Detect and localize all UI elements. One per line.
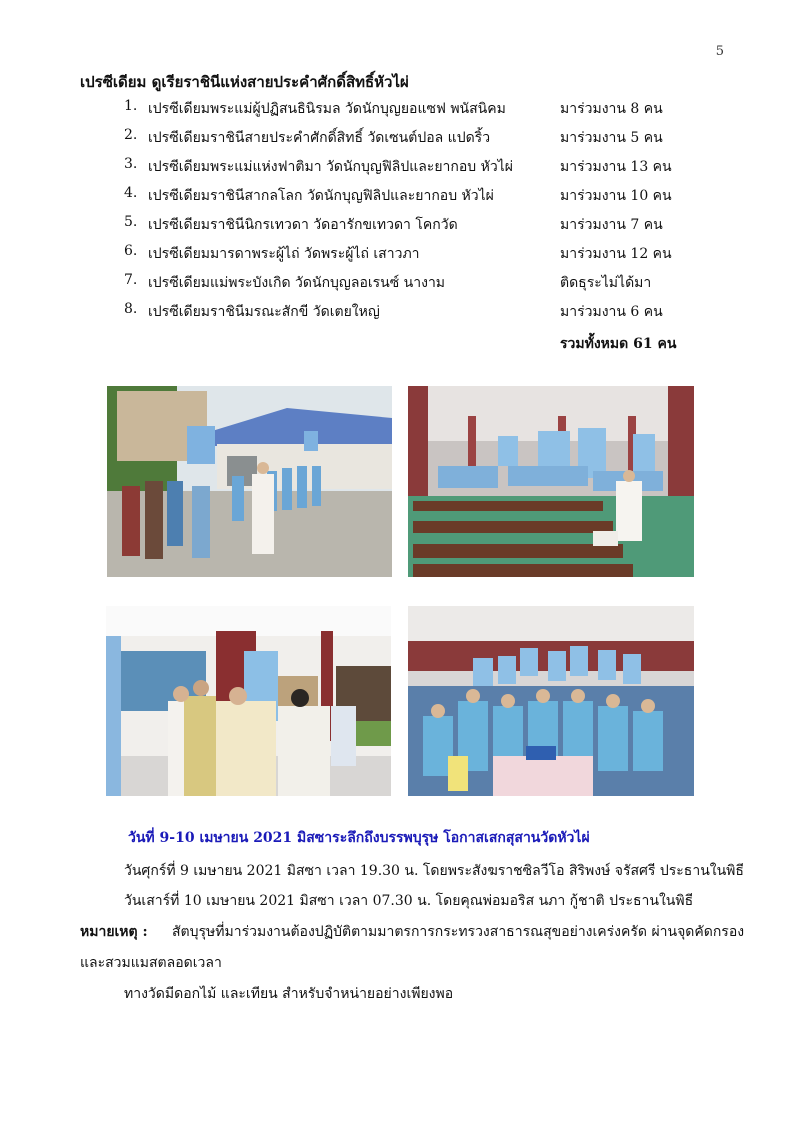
item-name: เปรซีเดียมพระแม่ผู้ปฏิสนธินิรมล วัดนักบุญยอแซฟ พนัสนิคม — [148, 101, 506, 117]
item-number: 2. — [124, 127, 138, 143]
item-number: 7. — [124, 272, 138, 288]
list-item — [80, 243, 720, 272]
presidium-list — [80, 98, 720, 330]
item-number: 1. — [124, 98, 138, 114]
list-item — [80, 214, 720, 243]
list-item — [80, 98, 720, 127]
list-item — [80, 127, 720, 156]
item-count: มาร่วมงาน 8 คน — [560, 101, 663, 117]
item-name: เปรซีเดียมแม่พระบังเกิด วัดนักบุญลอเรนซ์ นางาม — [148, 275, 446, 291]
item-count: มาร่วมงาน 13 คน — [560, 159, 672, 175]
list-item — [80, 301, 720, 330]
list-item — [80, 156, 720, 185]
photo-church-interior — [408, 386, 694, 577]
page-number: 5 — [715, 44, 724, 59]
total-attendance: รวมทั้งหมด 61 คน — [560, 336, 677, 352]
item-name: เปรซีเดียมราชินีนิกรเทวดา วัดอารักขเทวดา โคกวัด — [148, 217, 458, 233]
list-item — [80, 185, 720, 214]
item-name: เปรซีเดียมราชินีมรณะสักขี วัดเตยใหญ่ — [148, 304, 380, 320]
item-count: มาร่วมงาน 7 คน — [560, 217, 663, 233]
saturday-mass-line: วันเสาร์ที่ 10 เมษายน 2021 มิสซา เวลา 07.30 น. โดยคุณพ่อมอริส นภา กู้ชาติ ประธานในพิธี — [124, 893, 694, 909]
list-item — [80, 272, 720, 301]
friday-mass-line: วันศุกร์ที่ 9 เมษายน 2021 มิสซา เวลา 19.30 น. โดยพระสังฆราชซิลวีโอ สิริพงษ์ จรัสศรี ประธานในพิธี — [124, 863, 744, 879]
item-count: มาร่วมงาน 5 คน — [560, 130, 663, 146]
item-number: 8. — [124, 301, 138, 317]
item-number: 4. — [124, 185, 138, 201]
flowers-candles-line: ทางวัดมีดอกไม้ และเทียน สำหรับจำหน่ายอย่างเพียงพอ — [124, 986, 454, 1002]
item-count: มาร่วมงาน 12 คน — [560, 246, 672, 262]
item-number: 6. — [124, 243, 138, 259]
item-count: มาร่วมงาน 6 คน — [560, 304, 663, 320]
photo-blessing — [106, 606, 391, 796]
item-name: เปรซีเดียมราชินีสากลโลก วัดนักบุญฟิลิปและยากอบ หัวไผ่ — [148, 188, 494, 204]
item-name: เปรซีเดียมพระแม่แห่งฟาติมา วัดนักบุญฟิลิปและยากอบ หัวไผ่ — [148, 159, 513, 175]
section-heading: เปรซีเดียม ดูเรียราชินีแห่งสายประคำศักดิ์สิทธิ์หัวไผ่ — [80, 73, 409, 91]
item-count: ติดธุระไม่ได้มา — [560, 275, 652, 291]
note-text: สัตบุรุษที่มาร่วมงานต้องปฏิบัติตามมาตรการกระทรวงสาธารณสุขอย่างเคร่งครัด ผ่านจุดคัดกรอง — [172, 924, 745, 940]
item-number: 3. — [124, 156, 138, 172]
note-text-continued: และสวมแมสตลอดเวลา — [80, 955, 222, 971]
note-label: หมายเหตุ : — [80, 924, 148, 940]
item-name: เปรซีเดียมราชินีสายประคำศักดิ์สิทธิ์ วัดเซนต์ปอล แปดริ้ว — [148, 130, 491, 146]
item-number: 5. — [124, 214, 138, 230]
photo-group — [408, 606, 694, 796]
photo-procession — [107, 386, 392, 577]
event-heading: วันที่ 9-10 เมษายน 2021 มิสซาระลึกถึงบรรพบุรุษ โอกาสเสกสุสานวัดหัวไผ่ — [128, 830, 590, 846]
item-count: มาร่วมงาน 10 คน — [560, 188, 672, 204]
item-name: เปรซีเดียมมารดาพระผู้ไถ่ วัดพระผู้ไถ่ เสาวภา — [148, 246, 420, 262]
